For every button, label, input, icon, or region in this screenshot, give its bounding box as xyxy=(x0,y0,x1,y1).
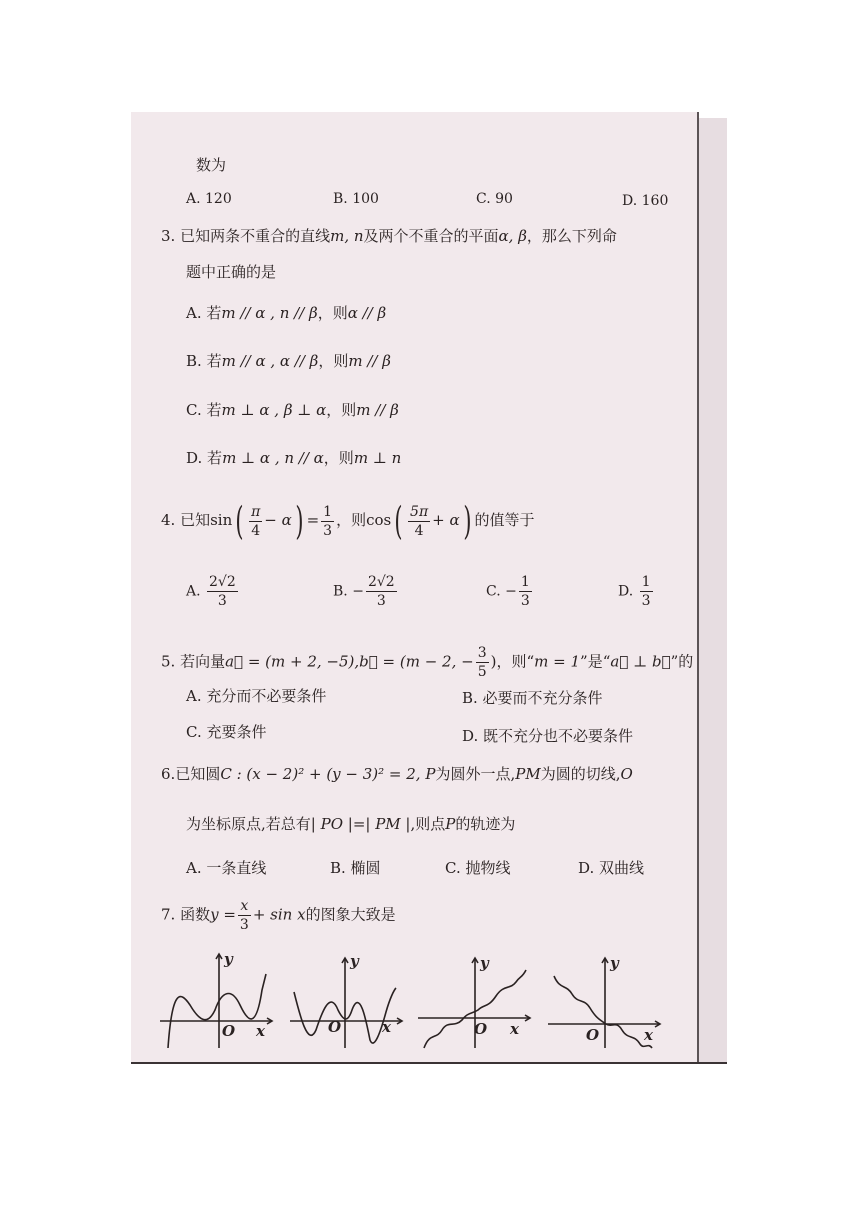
q4-option-b: B. − $\frac{2√2}{3}$ xyxy=(333,574,395,609)
q2-option-a: A. 120 xyxy=(186,191,232,207)
q3-option-d-expr2: m ⊥ n xyxy=(353,449,402,467)
q6-option-c: C. 抛物线 xyxy=(445,859,511,877)
q6-stem-line1: 6.已知圆C : (x − 2)² + (y − 3)² = 2, P为圆外一点,PM为圆的切线,O xyxy=(161,765,633,783)
q5-option-c: C. 充要条件 xyxy=(186,723,267,741)
q4-post-text: 的值等于 xyxy=(474,511,535,529)
q4-frac-5pi-4: $\frac{5\pi}{4}$ xyxy=(410,503,429,539)
q7-graph-c xyxy=(418,950,533,1050)
q3-text-1: 已知两条不重合的直线 xyxy=(180,227,331,245)
q7-stem: 7. 函数y = $\frac{x}{3}$ + sin x的图象大致是 xyxy=(161,898,396,933)
q4-stem: 4. 已知sin( $\frac{\pi}{4}$ − α) = $\frac{1}{3}$ ，则cos( $\frac{5\pi}{4}$ + α) 的值等于 xyxy=(161,499,535,543)
q5-stem: 5. 若向量a⃗ = (m + 2, −5),b⃗ = (m − 2, − $\frac{3}{5}$ )，则“m = 1”是“a⃗ ⊥ b⃗”的 xyxy=(161,645,694,680)
paper-edge-bottom xyxy=(131,1062,727,1064)
q3-stem-line1 xyxy=(161,229,617,244)
paper-shadow xyxy=(697,118,727,1062)
q5-perp: a⃗ ⊥ b⃗ xyxy=(610,652,671,671)
q3-option-c-label: C. xyxy=(186,401,202,419)
q5-option-a: A. 充分而不必要条件 xyxy=(186,687,327,705)
q4-number: 4. xyxy=(161,511,176,529)
q7-frac-x-3: $\frac{x}{3}$ xyxy=(239,898,249,933)
graph-c-x-label: x xyxy=(510,1020,519,1038)
q3-option-c-expr1: m ⊥ α , β ⊥ α xyxy=(221,401,327,419)
q3-option-c-pre: 若 xyxy=(206,401,222,419)
q4-minus-alpha: − α xyxy=(264,511,292,529)
q6-stem-line2: 为坐标原点,若总有| PO |=| PM |,则点P的轨迹为 xyxy=(186,815,516,833)
q7-number: 7. xyxy=(161,905,176,924)
paper-edge-right xyxy=(697,112,699,1064)
q3-text-2: 及两个不重合的平面 xyxy=(363,227,499,245)
q3-number: 3. xyxy=(161,227,176,245)
graph-c-y-label: y xyxy=(480,954,489,972)
q6-abs-eq: | PO |=| PM | xyxy=(310,815,411,833)
q6-option-a: A. 一条直线 xyxy=(186,859,267,877)
graph-d-origin-label: O xyxy=(586,1026,600,1044)
q3-option-d-expr1: m ⊥ α , n // α xyxy=(222,449,324,467)
q6-option-b: B. 椭圆 xyxy=(330,859,381,877)
graph-b-origin-label: O xyxy=(328,1018,342,1036)
q3-option-b-pre: 若 xyxy=(206,352,222,370)
q3-option-a-pre: 若 xyxy=(206,304,222,322)
q3-option-a-expr1: m // α , n // β xyxy=(221,304,318,322)
q4-option-c: C. − $\frac{1}{3}$ xyxy=(486,574,530,609)
q3-lines-mn: m, n xyxy=(330,227,364,245)
q3-option-b-label: B. xyxy=(186,352,202,370)
q3-text-3: ，那么下列命 xyxy=(526,227,617,245)
graph-a-y-label: y xyxy=(224,950,233,968)
q2-option-d: D. 160 xyxy=(622,193,669,209)
graph-b-y-label: y xyxy=(350,952,359,970)
graph-a-x-label: x xyxy=(256,1022,265,1040)
q4-frac-1-3: $\frac{1}{3}$ xyxy=(323,503,333,539)
q3-option-d-label: D. xyxy=(186,449,203,467)
q5-condition: m = 1 xyxy=(534,652,581,671)
q7-graph-b xyxy=(290,950,405,1050)
q7-graph-a xyxy=(160,950,275,1050)
q3-option-b-expr1: m // α , α // β xyxy=(221,352,319,370)
q3-option-a-label: A. xyxy=(186,304,202,322)
q5-number: 5. xyxy=(161,652,176,671)
q5-frac-3-5: $\frac{3}{5}$ xyxy=(477,645,487,680)
graph-c-origin-label: O xyxy=(474,1020,488,1038)
q2-option-c: C. 90 xyxy=(476,191,513,207)
q3-planes-ab: α, β xyxy=(498,227,527,245)
q3-option-c-mid: ，则 xyxy=(326,401,357,419)
q6-number: 6. xyxy=(161,765,176,783)
q3-option-d xyxy=(186,451,401,466)
q3-option-b xyxy=(186,354,391,369)
q3-option-d-mid: ，则 xyxy=(323,449,354,467)
graph-d-x-label: x xyxy=(644,1026,653,1044)
q4-option-a: A. $\frac{2√2}{3}$ xyxy=(186,574,236,609)
q3-option-a xyxy=(186,306,386,321)
q4-frac-pi-4: $\frac{\pi}{4}$ xyxy=(251,503,261,539)
q4-plus-alpha: + α xyxy=(432,511,460,529)
q4-equals: = xyxy=(306,511,320,529)
graph-d-y-label: y xyxy=(610,954,619,972)
q2-option-b: B. 100 xyxy=(333,191,379,207)
q3-option-c xyxy=(186,403,399,418)
q4-sin: 已知sin xyxy=(180,511,233,529)
q7-graph-d xyxy=(548,950,663,1050)
q2-tail-text: 数为 xyxy=(196,156,227,174)
q3-option-b-expr2: m // β xyxy=(348,352,391,370)
q4-option-d: D. $\frac{1}{3}$ xyxy=(618,574,651,609)
q3-stem-line2: 题中正确的是 xyxy=(186,263,277,281)
q3-option-a-expr2: α // β xyxy=(347,304,387,322)
q3-option-d-pre: 若 xyxy=(207,449,223,467)
q3-option-c-expr2: m // β xyxy=(356,401,399,419)
q5-option-b: B. 必要而不充分条件 xyxy=(462,689,603,707)
graph-b-x-label: x xyxy=(382,1018,391,1036)
q3-option-b-mid: ，则 xyxy=(318,352,349,370)
q5-vector-b: b⃗ = (m − 2, − xyxy=(359,652,474,671)
q4-cos: ，则cos xyxy=(336,511,392,529)
q5-option-d: D. 既不充分也不必要条件 xyxy=(462,727,634,745)
graph-a-origin-label: O xyxy=(222,1022,236,1040)
q5-vector-a: a⃗ = (m + 2, −5), xyxy=(225,652,360,671)
q6-option-d: D. 双曲线 xyxy=(578,859,645,877)
q6-circle-eq: C : (x − 2)² + (y − 3)² = 2, P xyxy=(220,765,436,783)
q3-option-a-mid: ，则 xyxy=(317,304,348,322)
